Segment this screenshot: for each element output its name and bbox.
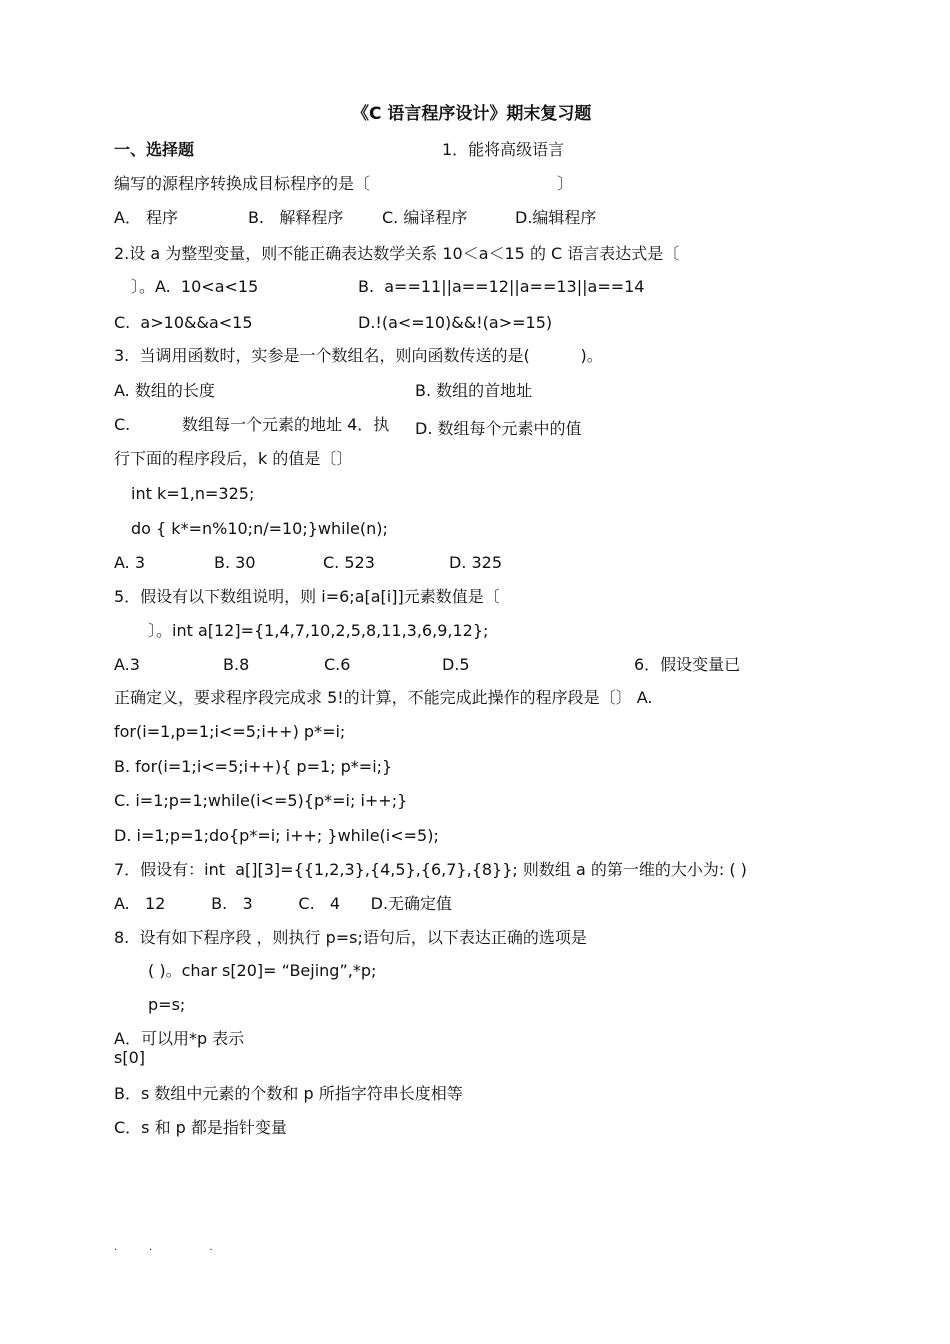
section-heading: 一、选择题 xyxy=(114,140,195,159)
q6-lead: 6．假设变量已 xyxy=(634,655,741,674)
q6-option-d: D. i=1;p=1;do{p*=i; i++; }while(i<=5); xyxy=(114,826,439,845)
q7-text: 7．假设有：int a[][3]={{1,2,3},{4,5},{6,7},{8}}; 则数组 a 的第一维的大小为: ( ) xyxy=(114,860,747,879)
q4-option-a: A. 3 xyxy=(114,553,146,572)
q2-option-a: 〕。A. 10<a<15 xyxy=(131,277,259,296)
q4-text: 行下面的程序段后，k 的值是〔〕 xyxy=(114,449,353,468)
q1-option-c: C. 编译程序 xyxy=(382,208,468,227)
q6-option-c: C. i=1;p=1;while(i<=5){p*=i; i++;} xyxy=(114,791,408,810)
q4-option-c: C. 523 xyxy=(323,553,375,572)
q1-option-a: A． 程序 xyxy=(114,208,179,227)
q5-option-d: D.5 xyxy=(442,655,470,674)
q3-option-c: 数组每一个元素的地址 4．执 xyxy=(182,415,390,434)
q3-option-b: B. 数组的首地址 xyxy=(415,381,533,400)
q1-option-b: B. 解释程序 xyxy=(248,208,344,227)
q8-option-a: A．可以用*p 表示 xyxy=(114,1029,245,1048)
q1-text: 编写的源程序转换成目标程序的是〔 xyxy=(114,174,371,193)
q6-option-a: for(i=1,p=1;i<=5;i++) p*=i; xyxy=(114,722,346,741)
page-title: 《C 语言程序设计》期末复习题 xyxy=(352,104,592,124)
q2-option-c: C. a>10&&a<15 xyxy=(114,313,253,332)
q4-code-line1: int k=1,n=325; xyxy=(131,484,255,503)
q7-options: A. 12 B. 3 C. 4 D.无确定值 xyxy=(114,894,453,913)
q3-text: 3. 当调用函数时，实参是一个数组名，则向函数传送的是( )。 xyxy=(114,346,603,365)
q6-text: 正确定义，要求程序段完成求 5!的计算，不能完成此操作的程序段是〔〕 A. xyxy=(114,688,653,707)
q8-code-line1: ( )。char s[20]= “Bejing”,*p; xyxy=(148,961,377,980)
q1-lead: 1．能将高级语言 xyxy=(442,140,565,159)
q3-option-a: A. 数组的长度 xyxy=(114,381,215,400)
q1-option-d: D.编辑程序 xyxy=(515,208,597,227)
q2-option-b: B. a==11||a==12||a==13||a==14 xyxy=(358,277,645,296)
q8-option-a-cont: s[0] xyxy=(114,1048,145,1067)
q8-text: 8. 设有如下程序段 ，则执行 p=s;语句后，以下表达正确的选项是 xyxy=(114,928,587,947)
q2-option-d: D.!(a<=10)&&!(a>=15) xyxy=(358,313,553,332)
q2-text: 2.设 a 为整型变量，则不能正确表达数学关系 10＜a＜15 的 C 语言表达式是〔 xyxy=(114,244,680,263)
q4-option-d: D. 325 xyxy=(449,553,503,572)
q8-option-b: B．s 数组中元素的个数和 p 所指字符串长度相等 xyxy=(114,1084,463,1103)
q3-option-d: D. 数组每个元素中的值 xyxy=(415,419,582,438)
q5-option-a: A.3 xyxy=(114,655,140,674)
footer-dots: . . . xyxy=(114,1242,213,1253)
q6-option-b: B. for(i=1;i<=5;i++){ p=1; p*=i;} xyxy=(114,757,393,776)
q8-code-line2: p=s; xyxy=(148,995,186,1014)
q5-option-b: B.8 xyxy=(223,655,250,674)
q5-option-c: C.6 xyxy=(324,655,351,674)
q1-bracket-close: 〕 xyxy=(557,174,574,193)
q5-text: 5．假设有以下数组说明，则 i=6;a[a[i]]元素数值是〔 xyxy=(114,587,500,606)
q5-array-decl: 〕。int a[12]={1,4,7,10,2,5,8,11,3,6,9,12}; xyxy=(148,621,489,640)
q4-code-line2: do { k*=n%10;n/=10;}while(n); xyxy=(131,519,388,538)
q8-option-c: C．s 和 p 都是指针变量 xyxy=(114,1118,287,1137)
q3-option-c-label: C. xyxy=(114,415,131,434)
q4-option-b: B. 30 xyxy=(214,553,256,572)
